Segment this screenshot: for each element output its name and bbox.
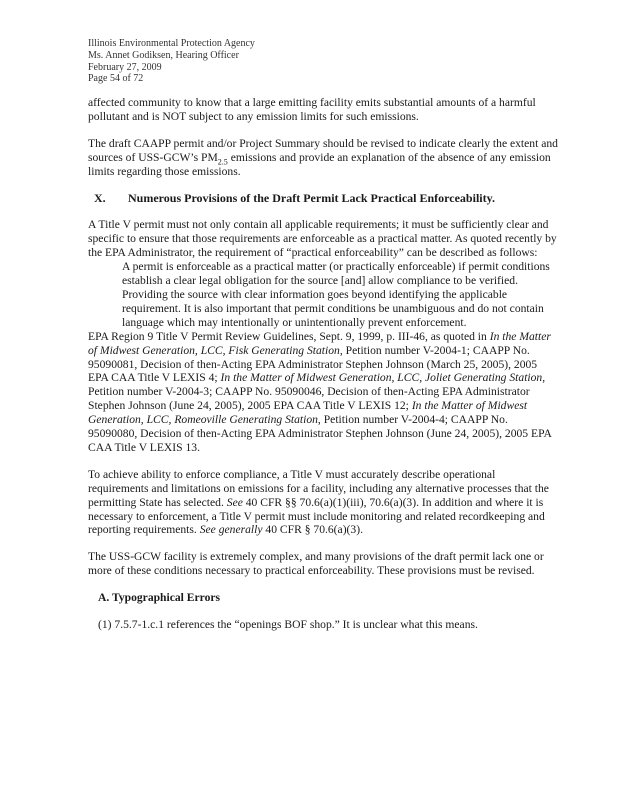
- paragraph-practical-enforceability: A Title V permit must not only contain all applicable requirements; it must be sufficiently clear and specific to ensure that those requirements are enforceable as a practical matter. As quoted recently by the EPA Administrator, the requirement of “practical enforceability” can be described as follows:: [88, 218, 557, 260]
- header-agency: Illinois Environmental Protection Agency: [88, 38, 255, 49]
- paragraph-emissions-intro: affected community to know that a large emitting facility emits substantial amounts of a harmful pollutant and is NOT subject to any emission limits for such emissions.: [88, 96, 536, 123]
- section-heading-x: [94, 192, 558, 206]
- paragraph-citation: EPA Region 9 Title V Permit Review Guidelines, Sept. 9, 1999, p. III-46, as quoted in In the Matter of Midwest Generation, LCC, Fisk Generating Station, Petition number V-2004-1; CAAPP No. 95090081, Decision of then-Acting EPA Administrator Stephen Johnson (March 25, 2005), 2005 EPA CAA Title V LEXIS 4; In the Matter of Midwest Generation, LCC, Joliet Generating Station, Petition number V-2004-3; CAAPP No. 95090046, Decision of then-Acting EPA Administrator Stephen Johnson (June 24, 2005), 2005 EPA CAA Title V LEXIS 12; In the Matter of Midwest Generation, LCC, Romeoville Generating Station, Petition number V-2004-4; CAAPP No. 95090080, Decision of then-Acting EPA Administrator Stephen Johnson (June 24, 2005), 2005 EPA CAA Title V LEXIS 13.: [88, 329, 552, 454]
- paragraph-compliance: To achieve ability to enforce compliance, a Title V must accurately describe operational requirements and limitations on emissions for a facility, including any alternative processes that the permitting State has selected. See 40 CFR §§ 70.6(a)(1)(iii), 70.6(a)(3). In addition and where it is necessary to enforcement, a Title V permit must include monitoring and related recordkeeping and reporting requirements. See generally 40 CFR § 70.6(a)(3).: [88, 467, 549, 537]
- section-title: Numerous Provisions of the Draft Permit Lack Practical Enforceability.: [128, 190, 495, 205]
- list-item-typo-1: (1) 7.5.7-1.c.1 references the “openings BOF shop.” It is unclear what this means.: [98, 618, 478, 632]
- header-recipient: Ms. Annet Godiksen, Hearing Officer: [88, 49, 239, 61]
- block-quote: A permit is enforceable as a practical matter (or practically enforceable) if permit conditions establish a clear legal obligation for the source [and] allow compliance to be verified. Providing the source with clear information goes beyond identifying the applicable requirement. It is also important that permit conditions be unambiguous and do not contain language which may intentionally or unintentionally prevent enforcement.: [122, 260, 550, 329]
- section-heading-a: A. Typographical Errors: [98, 591, 221, 605]
- letter-header: [88, 38, 255, 85]
- header-date: February 27, 2009: [88, 61, 162, 73]
- header-page-number: Page 54 of 72: [88, 73, 144, 85]
- section-number: X.: [94, 190, 106, 205]
- document-body: [88, 96, 558, 632]
- paragraph-facility-complex: The USS-GCW facility is extremely complex, and many provisions of the draft permit lack one or more of these conditions necessary to practical enforceability. These provisions must be revised.: [88, 550, 544, 578]
- pm-subscript: 2.5: [217, 157, 228, 167]
- paragraph-revise-summary: The draft CAAPP permit and/or Project Summary should be revised to indicate clearly the extent and sources of USS-GCW’s $PM_{2.5}$ emissions and provide an explanation of the absence of any emission limits regarding those emissions.: [88, 136, 558, 178]
